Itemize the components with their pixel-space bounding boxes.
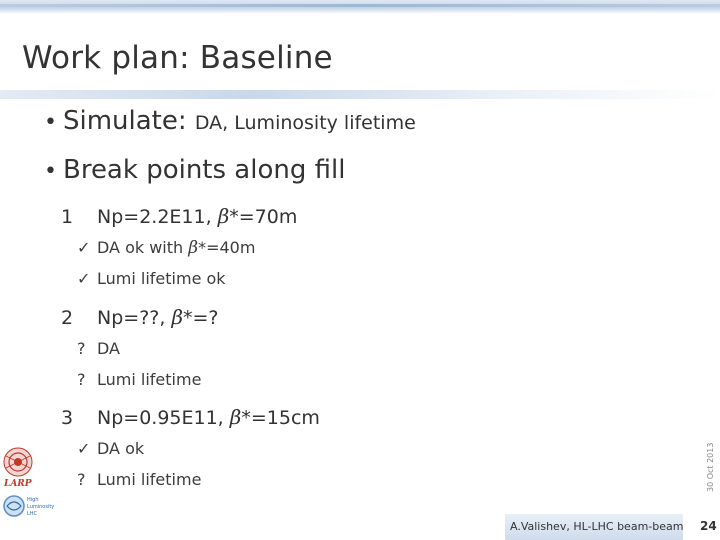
beta-symbol: β bbox=[171, 305, 184, 329]
checkmark-icon: ✓ bbox=[77, 439, 91, 458]
beta-symbol: β bbox=[229, 405, 242, 429]
case-3 bbox=[61, 405, 320, 429]
checkmark-icon: ✓ bbox=[77, 238, 91, 257]
question-icon: ? bbox=[77, 339, 86, 358]
item-text: DA ok bbox=[97, 439, 145, 458]
hilumi-line-2: Luminosity bbox=[27, 504, 55, 510]
case-2 bbox=[61, 305, 219, 329]
hilumi-line-1: High bbox=[27, 497, 39, 503]
bullet-symbol: • bbox=[44, 110, 57, 135]
case-number: 1 bbox=[61, 206, 74, 228]
case-beta-value: *=70m bbox=[229, 206, 298, 228]
bullet-label: Simulate: bbox=[62, 106, 187, 136]
case-1-item-2 bbox=[77, 269, 226, 288]
bullet-label: Break points along fill bbox=[62, 155, 346, 185]
item-text: Lumi lifetime ok bbox=[97, 269, 226, 288]
case-2-item-2 bbox=[77, 370, 201, 389]
item-text: DA bbox=[97, 339, 120, 358]
footer-author: A.Valishev, HL-LHC beam-beam bbox=[510, 520, 684, 533]
bullet-break-points bbox=[44, 155, 345, 185]
case-params: Np=??, bbox=[97, 307, 166, 329]
beta-symbol: β bbox=[217, 204, 230, 228]
case-number: 3 bbox=[61, 407, 74, 429]
bullet-detail: DA, Luminosity lifetime bbox=[194, 112, 416, 134]
title-divider bbox=[0, 90, 720, 99]
case-beta-value: *=? bbox=[183, 307, 219, 329]
top-decoration-line bbox=[0, 4, 720, 7]
item-text: Lumi lifetime bbox=[97, 370, 202, 389]
case-params: Np=2.2E11, bbox=[97, 206, 212, 228]
slide-date: 30 Oct 2013 bbox=[706, 442, 715, 492]
item-text: DA ok with bbox=[97, 238, 184, 257]
larp-logo-text: LARP bbox=[4, 479, 32, 489]
question-icon: ? bbox=[77, 370, 86, 389]
case-params: Np=0.95E11, bbox=[97, 407, 224, 429]
case-1 bbox=[61, 204, 297, 228]
larp-logo bbox=[0, 446, 64, 526]
top-decoration-band bbox=[0, 0, 720, 14]
logo-block bbox=[0, 446, 64, 526]
hilumi-line-3: LHC bbox=[27, 511, 38, 517]
page-number: 24 bbox=[700, 519, 717, 533]
slide-title: Work plan: Baseline bbox=[22, 40, 333, 76]
bullet-symbol: • bbox=[44, 159, 57, 184]
beta-symbol: β bbox=[188, 238, 199, 258]
case-2-item-1 bbox=[77, 339, 120, 358]
item-beta-value: *=40m bbox=[198, 238, 256, 257]
case-number: 2 bbox=[61, 307, 74, 329]
checkmark-icon: ✓ bbox=[77, 269, 91, 288]
case-beta-value: *=15cm bbox=[241, 407, 320, 429]
bullet-simulate bbox=[44, 106, 416, 136]
case-3-item-2 bbox=[77, 470, 201, 489]
case-3-item-1 bbox=[77, 439, 144, 458]
question-icon: ? bbox=[77, 470, 86, 489]
item-text: Lumi lifetime bbox=[97, 470, 202, 489]
case-1-item-1 bbox=[77, 238, 255, 258]
